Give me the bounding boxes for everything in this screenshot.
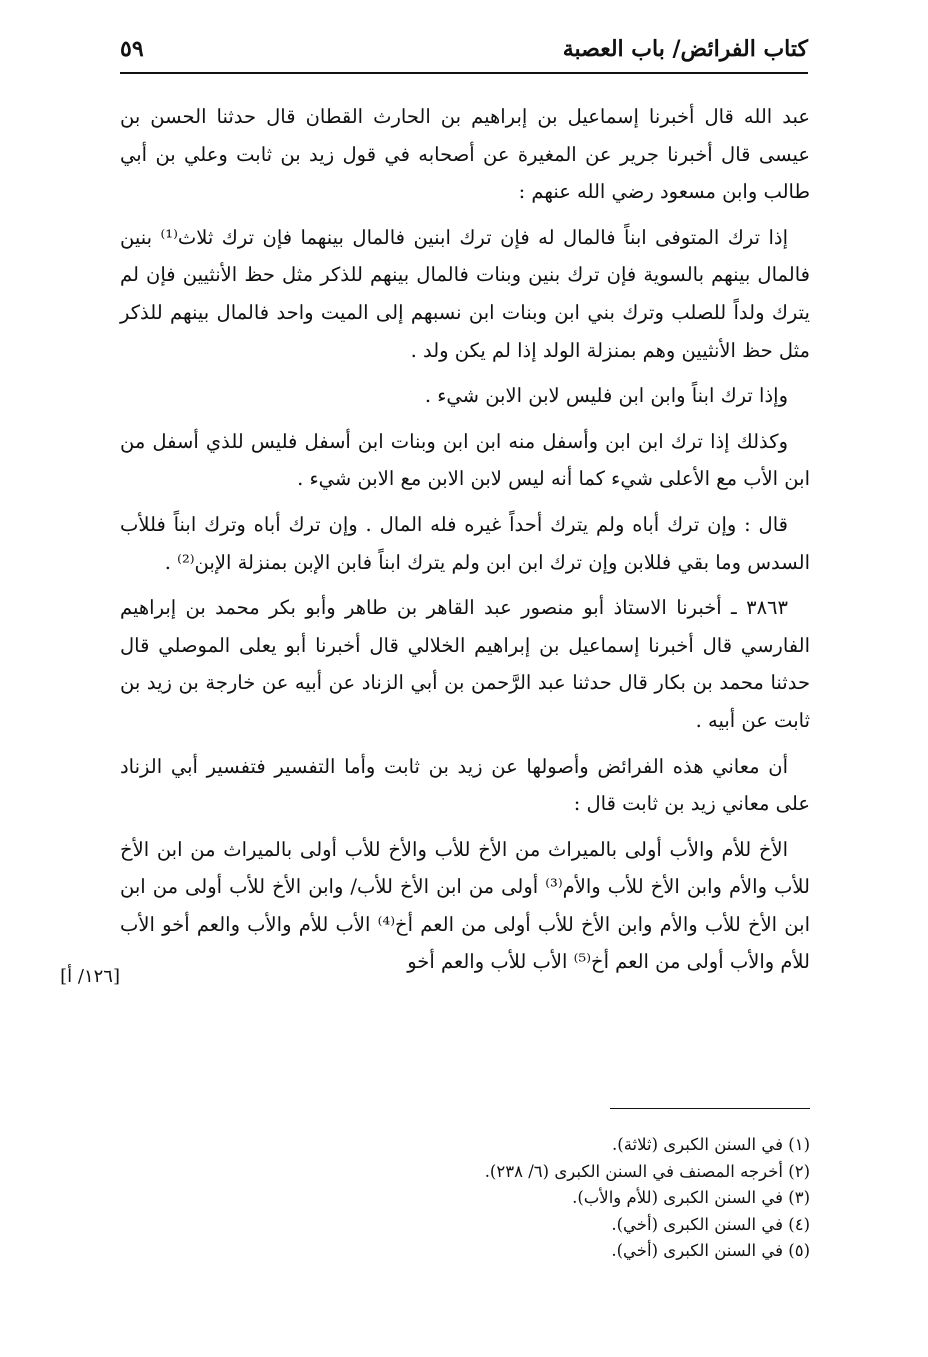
paragraph: عبد الله قال أخبرنا إسماعيل بن إبراهيم بن الحارث القطان قال حدثنا الحسن بن عيسى قال أخبرنا جرير عن المغيرة عن أصحابه في قول زيد بن ثابت وعلي بن أبي طالب وابن مسعود رضي الله عنهم : xyxy=(120,105,810,204)
manuscript-folio-note: [١٢٦/ أ] xyxy=(60,966,120,987)
paragraph: وكذلك إذا ترك ابن ابن وأسفل منه ابن ابن وبنات ابن أسفل فليس للذي أسفل من ابن الأب مع الأعلى شيء كما أنه ليس لابن الابن مع الابن شيء . xyxy=(120,429,810,491)
main-text xyxy=(120,98,810,989)
footnote: (١) في السنن الكبرى (ثلاثة). xyxy=(612,1135,810,1154)
paragraph: أن معاني هذه الفرائض وأصولها عن زيد بن ثابت وأما التفسير فتفسير أبي الزناد على معاني زيد بن ثابت قال : xyxy=(120,754,810,816)
footnote: (٤) في السنن الكبرى (أخي). xyxy=(611,1214,810,1234)
running-header xyxy=(120,32,808,72)
footnote: (٣) في السنن الكبرى (للأم والأب). xyxy=(572,1188,810,1207)
chapter-title: كتاب الفرائض/ باب العصبة xyxy=(562,36,808,62)
page-number: ٥٩ xyxy=(120,36,144,62)
footnote-rule xyxy=(610,1108,810,1109)
paragraph: قال : وإن ترك أباه ولم يترك أحداً غيره فله المال . وإن ترك أباه وترك ابناً فللأب السدس وما بقي فللابن وإن ترك ابن ابن ولم يترك ابناً فابن الإبن بمنزلة الإبن⁽²⁾ . xyxy=(120,512,810,574)
footnotes xyxy=(120,1132,810,1265)
hadith-number-paragraph: ٣٨٦٣ ـ أخبرنا الاستاذ أبو منصور عبد القاهر بن طاهر وأبو بكر محمد بن إبراهيم الفارسي قال أخبرنا إسماعيل بن إبراهيم الخلالي قال أخبرنا أبو يعلى الموصلي قال حدثنا محمد بن بكار قال حدثنا عبد الرَّحمن بن أبي الزناد عن أبيه عن خارجة بن زيد بن ثابت عن أبيه . xyxy=(120,596,810,732)
paragraph: وإذا ترك ابناً وابن ابن فليس لابن الابن شيء . xyxy=(424,384,788,408)
paragraph: إذا ترك المتوفى ابناً فالمال له فإن ترك ابنين فالمال بينهما فإن ترك ثلاث⁽¹⁾ بنين فالمال بينهم بالسوية فإن ترك بنين وبنات فالمال بينهم للذكر مثل حظ الأنثيين فإن لم يترك ولداً للصلب وترك بني ابن وبنات ابن نسبهم إلى الميت واحد فالمال بينهم للذكر مثل حظ الأنثيين وهم بمنزلة الولد إذا لم يكن ولد . xyxy=(120,225,810,362)
footnote: (٢) أخرجه المصنف في السنن الكبرى (٦/ ٢٣٨). xyxy=(484,1161,810,1181)
paragraph: الأخ للأم والأب أولى بالميراث من الأخ للأب والأخ للأب أولى بالميراث من ابن الأخ للأب والأم وابن الأخ للأب والأم⁽³⁾ أولى من ابن الأخ للأب/ وابن الأخ للأب أولى من ابن ابن الأخ للأب والأم وابن الأخ للأب أولى من العم أخ⁽⁴⁾ الأب للأم والأب والعم أخو الأب للأم والأب أولى من العم أخ⁽⁵⁾ الأب للأب والعم أخو xyxy=(120,837,810,974)
footnote: (٥) في السنن الكبرى (أخي). xyxy=(611,1241,810,1260)
header-rule xyxy=(120,72,808,74)
